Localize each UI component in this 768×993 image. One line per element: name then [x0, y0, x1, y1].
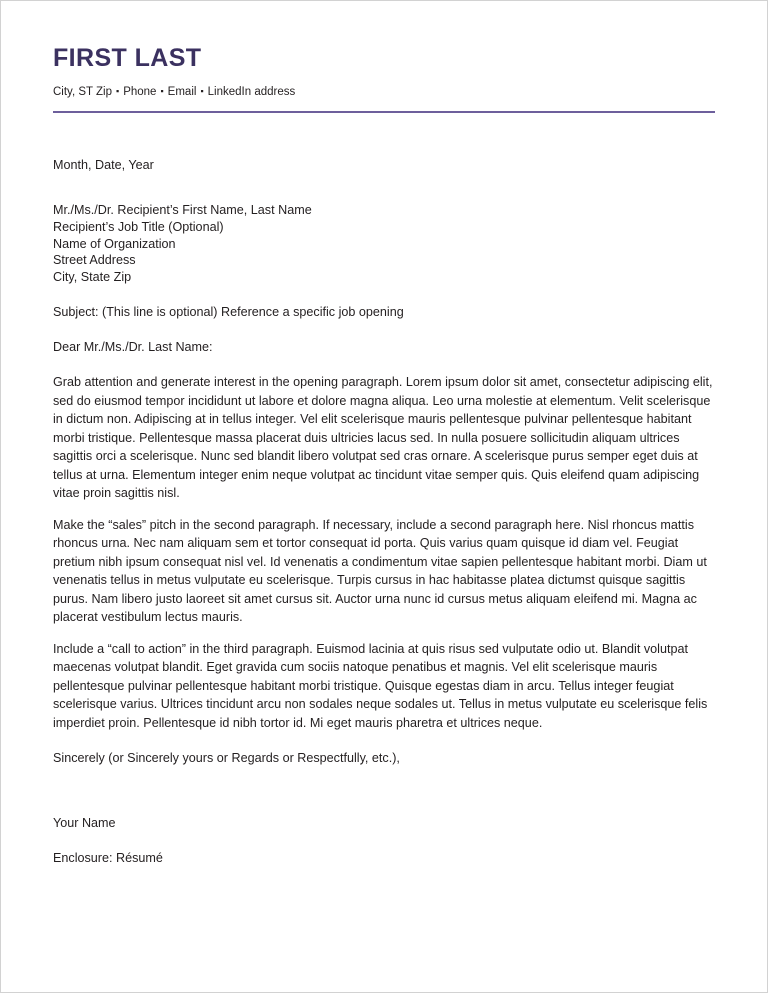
enclosure-line: Enclosure: Résumé: [53, 850, 163, 865]
contact-separator-3: ▪: [200, 85, 204, 96]
spacer-paragraph-1: [53, 503, 715, 516]
recipient-organization: Name of Organization: [53, 236, 176, 251]
signature-space: [53, 767, 715, 815]
recipient-job-title: Recipient’s Job Title (Optional): [53, 219, 224, 234]
contact-phone: Phone: [123, 85, 157, 98]
body-paragraph-1: Grab attention and generate interest in the opening paragraph. Lorem ipsum dolor sit amet, consectetur adipiscing elit, sed do eiusmod tempor incididunt ut labore et dolore magna aliqua. Leo urna molestie at elementum. Velit scelerisque in dictum non. Adipiscing at in tellus integer. Vel elit scelerisque mauris pellentesque pulvinar pellentesque habitant morbi tristique. Pellentesque massa placerat duis ultricies lacus sed. In nulla posuere sollicitudin aliquam ultrices sagittis orci a scelerisque. Nunc sed blandit libero volutpat sed cras ornare. A scelerisque purus semper eget duis at tellus at urna. Elementum integer enim neque volutpat ac tincidunt vitae semper quis. Quis eleifend quam adipiscing vitae proin sagittis nisl.: [53, 375, 713, 501]
letter-date: Month, Date, Year: [53, 158, 154, 173]
spacer-before-body: [53, 355, 715, 373]
recipient-street: Street Address: [53, 253, 136, 268]
contact-separator-1: ▪: [116, 85, 120, 96]
subject-line: Subject: (This line is optional) Reference a specific job opening: [53, 304, 404, 319]
spacer-paragraph-2: [53, 627, 715, 640]
spacer-before-closing: [53, 732, 715, 750]
contact-line: [53, 85, 715, 100]
body-paragraph-3: Include a “call to action” in the third paragraph. Euismod lacinia at quis risus sed vulputate odio ut. Blandit volutpat maecenas volutpat blandit. Eget gravida cum sociis natoque penatibus et magnis. Vel elit scelerisque mauris pellentesque pulvinar pellentesque habitant morbi tristique. Quisque egestas diam in arcu. Tellus integer feugiat scelerisque varius. Ultrices tincidunt arcu non sodales neque sodales ut. Tellus in metus vulputate eu scelerisque felis imperdiet proin. Pellentesque id nibh tortor id. Mi eget mauris pharetra et ultrices neque.: [53, 641, 708, 730]
closing-line: Sincerely (or Sincerely yours or Regards or Respectfully, etc.),: [53, 751, 400, 766]
spacer-before-enclosure: [53, 832, 715, 850]
contact-separator-2: ▪: [160, 85, 164, 96]
recipient-address-block: [53, 202, 715, 286]
contact-linkedin: LinkedIn address: [207, 85, 296, 98]
contact-city: City, ST Zip: [53, 85, 112, 98]
spacer-before-salutation: [53, 321, 715, 339]
recipient-city-state-zip: City, State Zip: [53, 270, 132, 285]
page-title: FIRST LAST: [53, 44, 202, 72]
spacer-after-date: [53, 174, 715, 202]
salutation: Dear Mr./Ms./Dr. Last Name:: [53, 339, 213, 354]
letter-content: [53, 45, 715, 867]
body-paragraph-2: Make the “sales” pitch in the second paragraph. If necessary, include a second paragraph here. Nisl rhoncus mattis rhoncus urna. Nec nam aliquam sem et tortor consequat id porta. Quis varius quam quisque id diam vel. Feugiat pretium nibh ipsum consequat nisl vel. Id venenatis a condimentum vitae sapien pellentesque habitant morbi. Diam ut venenatis tellus in metus vulputate eu scelerisque. Turpis cursus in hac habitasse platea dictumst quisque sagittis purus. Nam libero justo laoreet sit amet cursus sit. Auctor urna nunc id cursus metus aliquam eleifend mi. Magna ac placerat vestibulum lectus mauris.: [53, 517, 707, 625]
spacer-after-header: [53, 113, 715, 157]
spacer-before-subject: [53, 286, 715, 304]
recipient-name: Mr./Ms./Dr. Recipient’s First Name, Last Name: [53, 203, 312, 218]
letterhead: [53, 45, 715, 113]
signature-name: Your Name: [53, 816, 116, 831]
contact-email: Email: [167, 85, 197, 98]
